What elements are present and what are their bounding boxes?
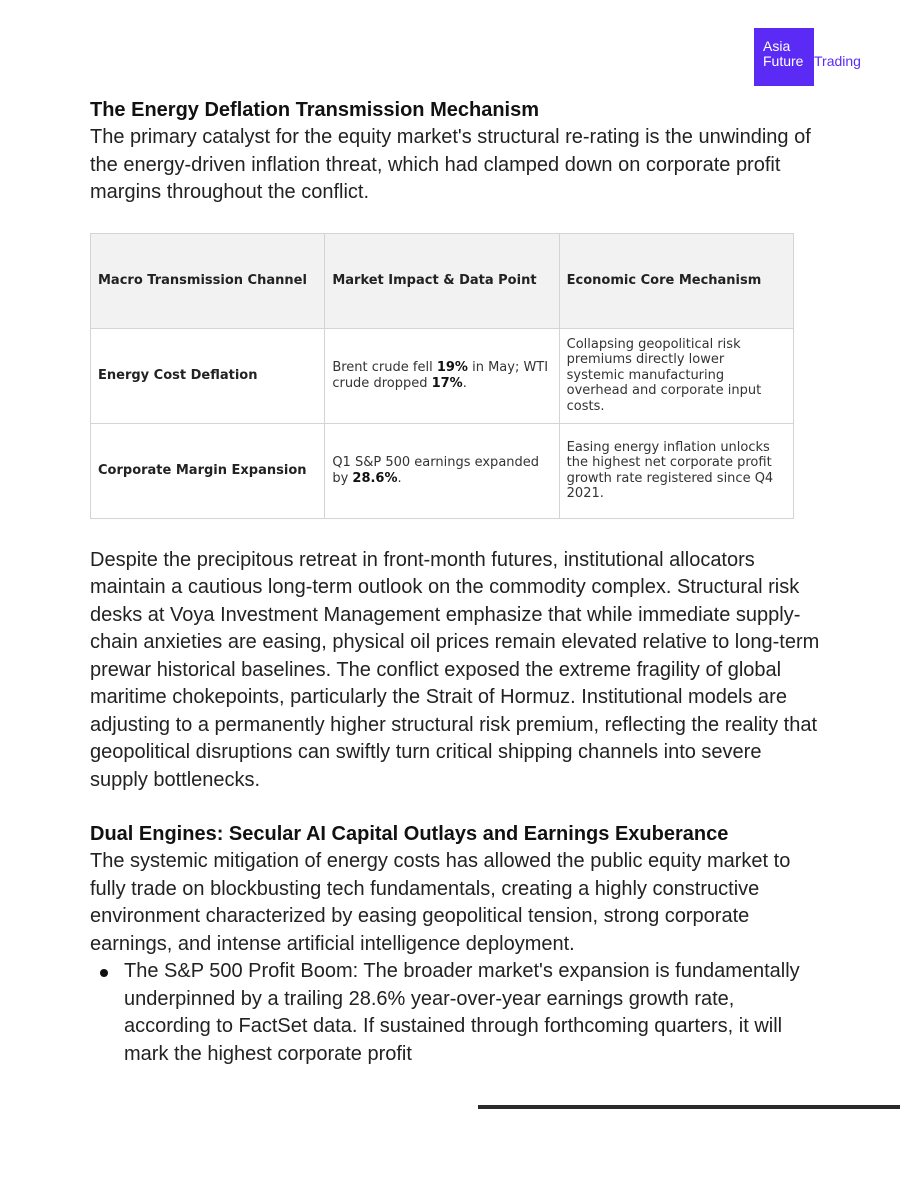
list-item <box>90 958 820 1068</box>
section-intro-dual-engines: The systemic mitigation of energy costs has allowed the public equity market to fully trade on blockbusting tech fundamentals, creating a highly constructive environment characterized by easing geopolitical tension, strong corporate earnings, and intense artificial intelligence deployment. <box>90 850 791 955</box>
table-header-cell: Market Impact & Data Point <box>325 233 559 328</box>
bullet-dot-icon <box>100 969 108 977</box>
impact-text: Brent crude fell <box>332 360 437 375</box>
footer-divider <box>478 1105 900 1109</box>
impact-bold-value: 19% <box>436 360 468 375</box>
paragraph-commodity-outlook: Despite the precipitous retreat in front-month futures, institutional allocators maintain a cautious long-term outlook on the commodity complex. Structural risk desks at Voya Investment Management emphasize that while immediate supply-chain anxieties are easing, physical oil prices remain elevated relative to long-term prewar historical baselines. The conflict exposed the extreme fragility of global maritime chokepoints, particularly the Strait of Hormuz. Institutional models are adjusting to a permanently higher structural risk premium, reflecting the reality that geopolitical disruptions can swiftly turn critical shipping channels into severe supply bottlenecks. <box>90 548 820 791</box>
table-row <box>91 423 794 518</box>
bullet-list <box>90 958 820 1068</box>
table-header-cell: Macro Transmission Channel <box>91 233 325 328</box>
impact-text: Q1 S&P 500 earnings expanded by <box>332 455 540 486</box>
brand-logo <box>754 28 861 86</box>
transmission-table <box>90 233 794 519</box>
table-header-row <box>91 233 794 328</box>
table-cell-channel: Energy Cost Deflation <box>91 328 325 423</box>
list-item-text: The S&P 500 Profit Boom: The broader market's expansion is fundamentally underpinned by a trailing 28.6% year-over-year earnings growth rate, according to FactSet data. If sustained through forthcoming quarters, it will mark the highest corporate profit <box>124 960 800 1065</box>
section-heading-energy: The Energy Deflation Transmission Mechanism <box>90 99 540 121</box>
logo-line-trading: Trading <box>814 53 861 69</box>
logo-line-asia: Asia <box>763 38 791 54</box>
impact-text: . <box>462 375 467 391</box>
impact-bold-value: 28.6% <box>352 470 398 486</box>
table-cell-channel: Corporate Margin Expansion <box>91 423 325 518</box>
article-body <box>90 96 820 1068</box>
impact-text: . <box>397 470 402 486</box>
table-header-cell: Economic Core Mechanism <box>559 233 793 328</box>
table-row <box>91 328 794 423</box>
table-cell-mechanism: Collapsing geopolitical risk premiums directly lower systemic manufacturing overhead and corporate input costs. <box>559 328 793 423</box>
table-cell-mechanism: Easing energy inflation unlocks the highest net corporate profit growth rate registered since Q4 2021. <box>559 423 793 518</box>
impact-text: in May; WTI crude dropped <box>332 360 549 391</box>
table-cell-impact <box>325 328 559 423</box>
table-cell-impact <box>325 423 559 518</box>
impact-bold-value: 17% <box>431 375 463 391</box>
section-intro-energy: The primary catalyst for the equity market's structural re-rating is the unwinding of the energy-driven inflation threat, which had clamped down on corporate profit margins throughout the conflict. <box>90 126 811 203</box>
section-heading-dual-engines: Dual Engines: Secular AI Capital Outlays and Earnings Exuberance <box>90 823 729 845</box>
logo-line-future: Future <box>763 53 804 69</box>
